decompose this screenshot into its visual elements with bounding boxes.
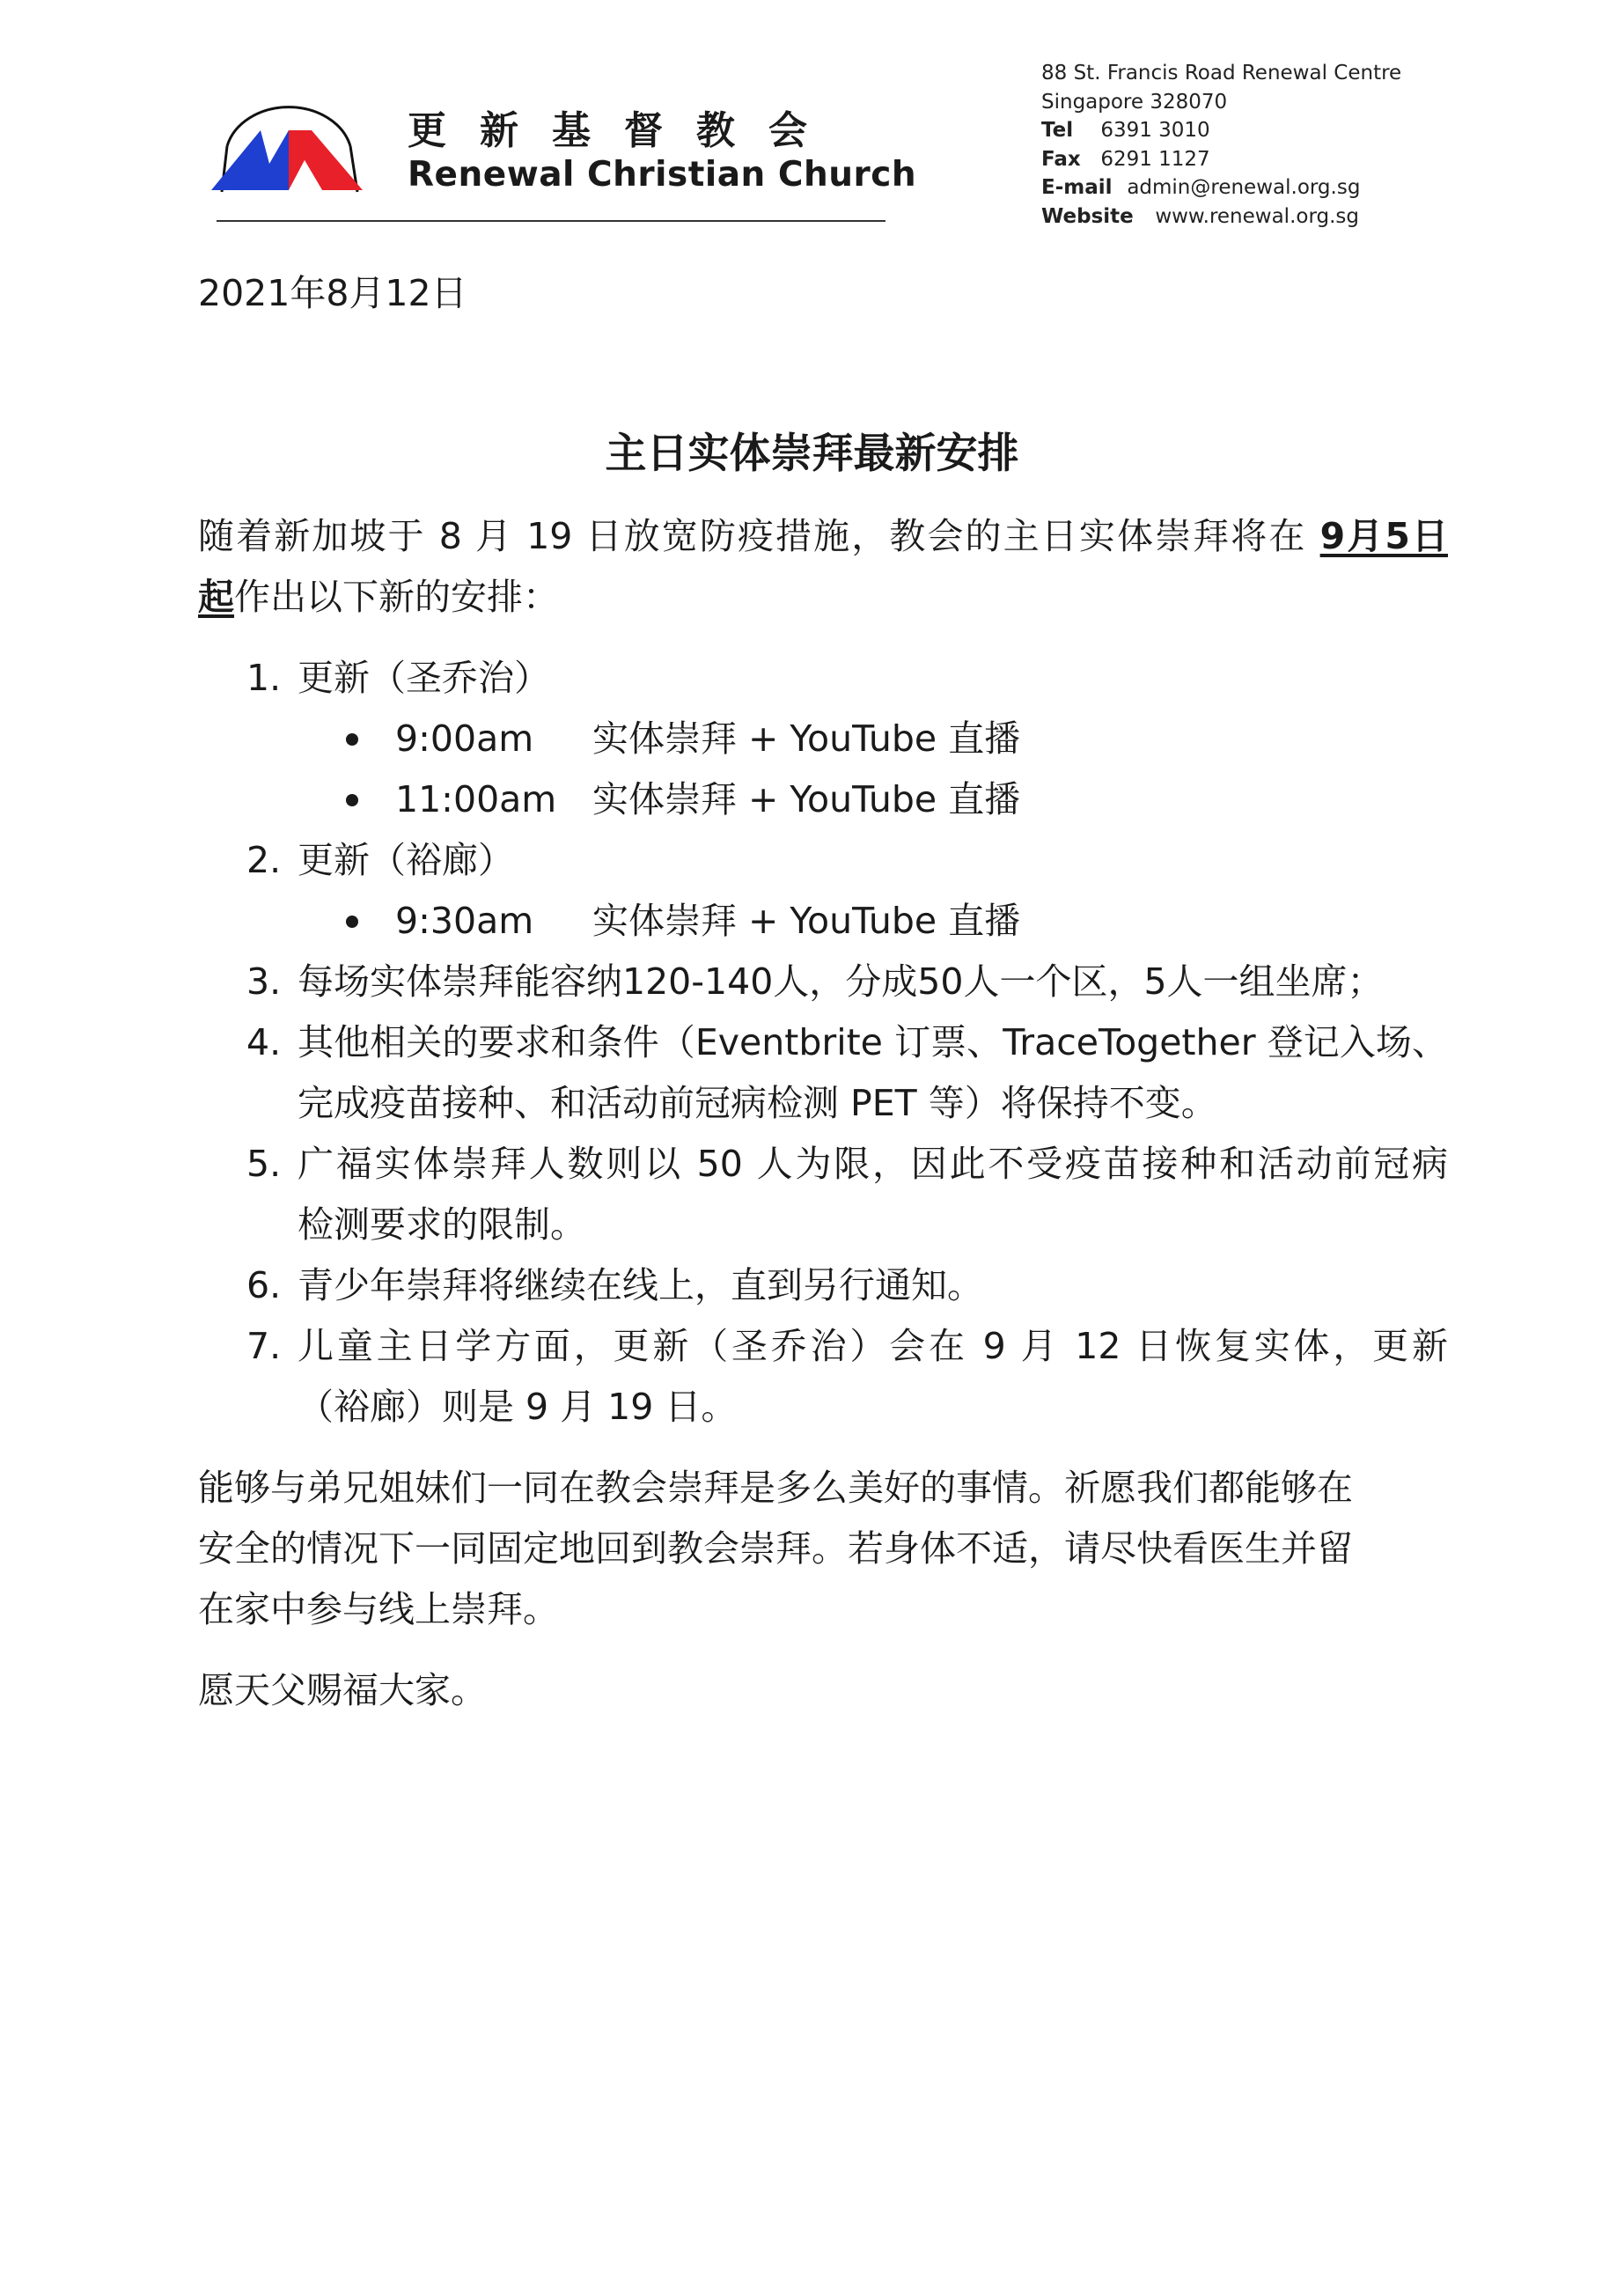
service-row <box>198 769 1448 830</box>
bullet-icon <box>346 794 358 806</box>
bullet-icon <box>346 916 358 928</box>
list-number: 6. <box>246 1264 282 1306</box>
list-item-continuation <box>198 1073 1448 1134</box>
address-line-1: 88 St. Francis Road Renewal Centre <box>1041 62 1402 85</box>
service-time: 9:30am <box>395 900 534 942</box>
intro-line-1 <box>198 506 1448 567</box>
email-row <box>1041 173 1401 202</box>
email-label: E-mail <box>1041 176 1113 199</box>
intro-date-highlight: 9月5日 <box>1319 515 1448 557</box>
service-desc: 实体崇拜 + YouTube 直播 <box>592 717 1021 760</box>
list-item <box>198 1255 1448 1316</box>
list-text-line-2: （裕廊）则是 9 月 19 日。 <box>298 1386 738 1428</box>
letter-title: 主日实体崇拜最新安排 <box>605 430 1019 478</box>
tel-label: Tel <box>1041 119 1074 142</box>
fax-value: 6291 1127 <box>1100 147 1210 171</box>
church-name-english: Renewal Christian Church <box>408 155 917 195</box>
fax-row <box>1041 145 1401 174</box>
intro-text-b: 作出以下新的安排： <box>234 576 559 618</box>
list-text-line-1: 广福实体崇拜人数则以 50 人为限，因此不受疫苗接种和活动前冠病 <box>298 1143 1448 1185</box>
blessing: 愿天父赐福大家。 <box>198 1669 487 1711</box>
list-item-continuation <box>198 1377 1448 1438</box>
fax-label: Fax <box>1041 147 1081 171</box>
list-text: 青少年崇拜将继续在线上，直到另行通知。 <box>298 1264 983 1306</box>
contact-block <box>1041 59 1401 231</box>
service-time: 11:00am <box>395 778 557 820</box>
arrangement-list <box>198 648 1448 1438</box>
service-time: 9:00am <box>395 717 534 760</box>
list-number: 4. <box>246 1021 282 1063</box>
closing-line-2: 安全的情况下一同固定地回到教会崇拜。若身体不适，请尽快看医生并留 <box>198 1527 1353 1570</box>
church-name-chinese: 更新基督教会 <box>408 108 841 153</box>
list-item <box>198 1134 1448 1195</box>
list-number: 7. <box>246 1325 282 1367</box>
closing-line-3: 在家中参与线上崇拜。 <box>198 1588 559 1630</box>
service-desc: 实体崇拜 + YouTube 直播 <box>592 778 1021 820</box>
address-line-2: Singapore 328070 <box>1041 90 1228 114</box>
header-divider <box>217 220 885 222</box>
list-number: 1. <box>246 657 282 699</box>
intro-line-2 <box>198 567 1448 628</box>
list-text: 更新（裕廊） <box>298 839 514 881</box>
list-text-line-2: 检测要求的限制。 <box>298 1203 586 1246</box>
list-number: 2. <box>246 839 282 881</box>
list-number: 3. <box>246 960 282 1003</box>
bullet-icon <box>346 733 358 746</box>
intro-paragraph <box>198 506 1448 628</box>
closing-paragraph <box>198 1458 1448 1640</box>
website-label: Website <box>1041 204 1134 228</box>
tel-value: 6391 3010 <box>1100 119 1210 142</box>
list-item <box>198 1316 1448 1377</box>
list-text-line-1: 儿童主日学方面，更新（圣乔治）会在 9 月 12 日恢复实体，更新 <box>298 1325 1448 1367</box>
list-item <box>198 1012 1448 1073</box>
list-text: 更新（圣乔治） <box>298 657 550 699</box>
list-number: 5. <box>246 1143 282 1185</box>
tel-row <box>1041 116 1401 145</box>
service-row <box>198 709 1448 769</box>
list-item <box>198 830 1448 891</box>
closing-line-1: 能够与弟兄姐妹们一同在教会崇拜是多么美好的事情。祈愿我们都能够在 <box>198 1467 1353 1509</box>
service-row <box>198 891 1448 952</box>
website-row <box>1041 202 1401 232</box>
service-desc: 实体崇拜 + YouTube 直播 <box>592 900 1021 942</box>
church-logo-icon <box>208 95 370 197</box>
intro-text-a: 随着新加坡于 8 月 19 日放宽防疫措施，教会的主日实体崇拜将在 <box>198 515 1320 557</box>
website-value: www.renewal.org.sg <box>1155 204 1359 228</box>
list-item <box>198 952 1448 1012</box>
list-item <box>198 648 1448 709</box>
list-item-continuation <box>198 1195 1448 1255</box>
list-text: 每场实体崇拜能容纳120-140人，分成50人一个区，5人一组坐席； <box>298 960 1384 1003</box>
list-text-line-1: 其他相关的要求和条件（Eventbrite 订票、TraceTogether 登记入场、 <box>298 1021 1448 1063</box>
email-value: admin@renewal.org.sg <box>1127 176 1361 199</box>
list-text-line-2: 完成疫苗接种、和活动前冠病检测 PET 等）将保持不变。 <box>298 1082 1217 1124</box>
letter-date: 2021年8月12日 <box>198 272 467 314</box>
intro-qi-highlight: 起 <box>198 576 234 618</box>
